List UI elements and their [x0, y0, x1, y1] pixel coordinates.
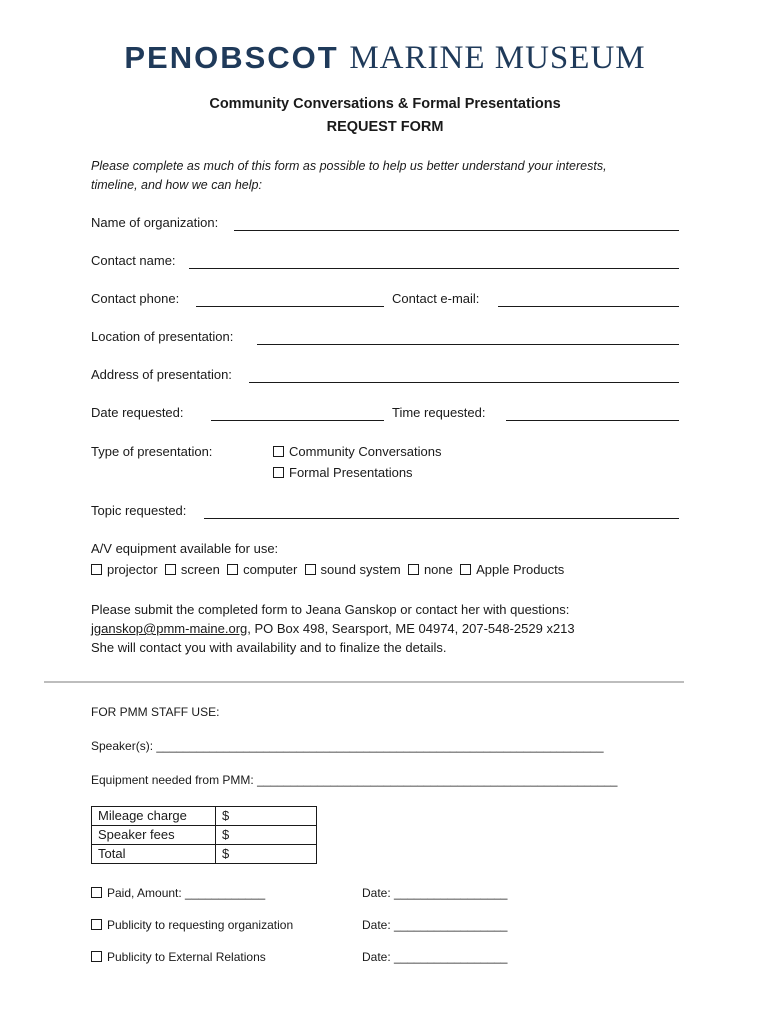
checkbox-icon[interactable]	[165, 564, 176, 575]
topic-label: Topic requested:	[91, 503, 187, 518]
logo-penobscot: PENOBSCOT	[124, 40, 339, 75]
presentation-type-label: Type of presentation:	[91, 444, 213, 459]
logo-marine-museum: MARINE MUSEUM	[349, 40, 646, 76]
time-requested-label: Time requested:	[392, 405, 486, 420]
av-option-sound-system[interactable]: sound system	[305, 562, 401, 577]
checkbox-icon[interactable]	[227, 564, 238, 575]
av-option-screen[interactable]: screen	[165, 562, 220, 577]
publicity-requesting-check[interactable]: Publicity to requesting organization	[91, 918, 293, 932]
table-row	[92, 807, 317, 826]
publicity-external-check[interactable]: Publicity to External Relations	[91, 950, 266, 964]
option-formal-presentations[interactable]	[273, 465, 413, 480]
staff-use-heading: FOR PMM STAFF USE:	[91, 705, 220, 719]
checkbox-icon[interactable]	[91, 887, 102, 898]
fee-label: Total	[92, 845, 216, 864]
speakers-line[interactable]: Speaker(s): ___________________________________________________________________	[91, 739, 604, 753]
submit-line-1: Please submit the completed form to Jeana Ganskop or contact her with questions:	[91, 602, 570, 617]
organization-label: Name of organization:	[91, 215, 219, 230]
av-option-none[interactable]: none	[408, 562, 453, 577]
time-requested-field[interactable]	[506, 420, 679, 421]
checkbox-icon[interactable]	[91, 919, 102, 930]
date-requested-field[interactable]	[211, 420, 384, 421]
contact-name-label: Contact name:	[91, 253, 176, 268]
checkbox-icon[interactable]	[460, 564, 471, 575]
location-field[interactable]	[257, 344, 679, 345]
contact-phone-label: Contact phone:	[91, 291, 180, 306]
address-label: Address of presentation:	[91, 367, 232, 382]
checkbox-icon[interactable]	[408, 564, 419, 575]
intro-line-1: Please complete as much of this form as possible to help us better understand your interests,	[91, 159, 607, 173]
av-options	[91, 562, 564, 577]
checkbox-icon[interactable]	[305, 564, 316, 575]
paid-date-line[interactable]: Date: _________________	[362, 886, 508, 900]
equipment-needed-line[interactable]: Equipment needed from PMM: ______________________________________________________	[91, 773, 618, 787]
checkbox-icon[interactable]	[273, 446, 284, 457]
checkbox-icon[interactable]	[273, 467, 284, 478]
form-title: Community Conversations & Formal Presentations	[209, 96, 561, 112]
fee-value[interactable]: $	[216, 807, 317, 826]
table-row	[92, 845, 317, 864]
submit-instructions	[91, 600, 711, 657]
option-label: Community Conversations	[289, 444, 442, 459]
contact-phone-field[interactable]	[196, 306, 384, 307]
contact-email-link[interactable]: jganskop@pmm-maine.org	[91, 621, 248, 636]
section-divider	[44, 681, 684, 683]
address-field[interactable]	[249, 382, 679, 383]
fee-value[interactable]: $	[216, 845, 317, 864]
contact-email-label: Contact e-mail:	[392, 291, 480, 306]
location-label: Location of presentation:	[91, 329, 234, 344]
contact-name-field[interactable]	[189, 268, 679, 269]
intro-text	[91, 157, 691, 195]
option-community-conversations[interactable]	[273, 444, 441, 459]
av-option-apple-products[interactable]: Apple Products	[460, 562, 564, 577]
date-requested-label: Date requested:	[91, 405, 184, 420]
av-option-projector[interactable]: projector	[91, 562, 158, 577]
av-equipment-label: A/V equipment available for use:	[91, 541, 279, 556]
organization-field[interactable]	[234, 230, 679, 231]
publicity-external-date-line[interactable]: Date: _________________	[362, 950, 508, 964]
museum-logo	[0, 40, 770, 77]
submit-line-2: jganskop@pmm-maine.org, PO Box 498, Searsport, ME 04974, 207-548-2529 x213	[91, 621, 575, 636]
form-subtitle: REQUEST FORM	[326, 119, 444, 135]
av-option-computer[interactable]: computer	[227, 562, 297, 577]
publicity-requesting-date-line[interactable]: Date: _________________	[362, 918, 508, 932]
submit-line-3: She will contact you with availability and to finalize the details.	[91, 640, 447, 655]
fee-label: Speaker fees	[92, 826, 216, 845]
table-row	[92, 826, 317, 845]
paid-check[interactable]: Paid, Amount: ____________	[91, 886, 265, 900]
checkbox-icon[interactable]	[91, 564, 102, 575]
checkbox-icon[interactable]	[91, 951, 102, 962]
fees-table	[91, 806, 317, 864]
fee-label: Mileage charge	[92, 807, 216, 826]
contact-email-field[interactable]	[498, 306, 679, 307]
option-label: Formal Presentations	[289, 465, 413, 480]
fee-value[interactable]: $	[216, 826, 317, 845]
topic-field[interactable]	[204, 518, 679, 519]
intro-line-2: timeline, and how we can help:	[91, 178, 262, 192]
